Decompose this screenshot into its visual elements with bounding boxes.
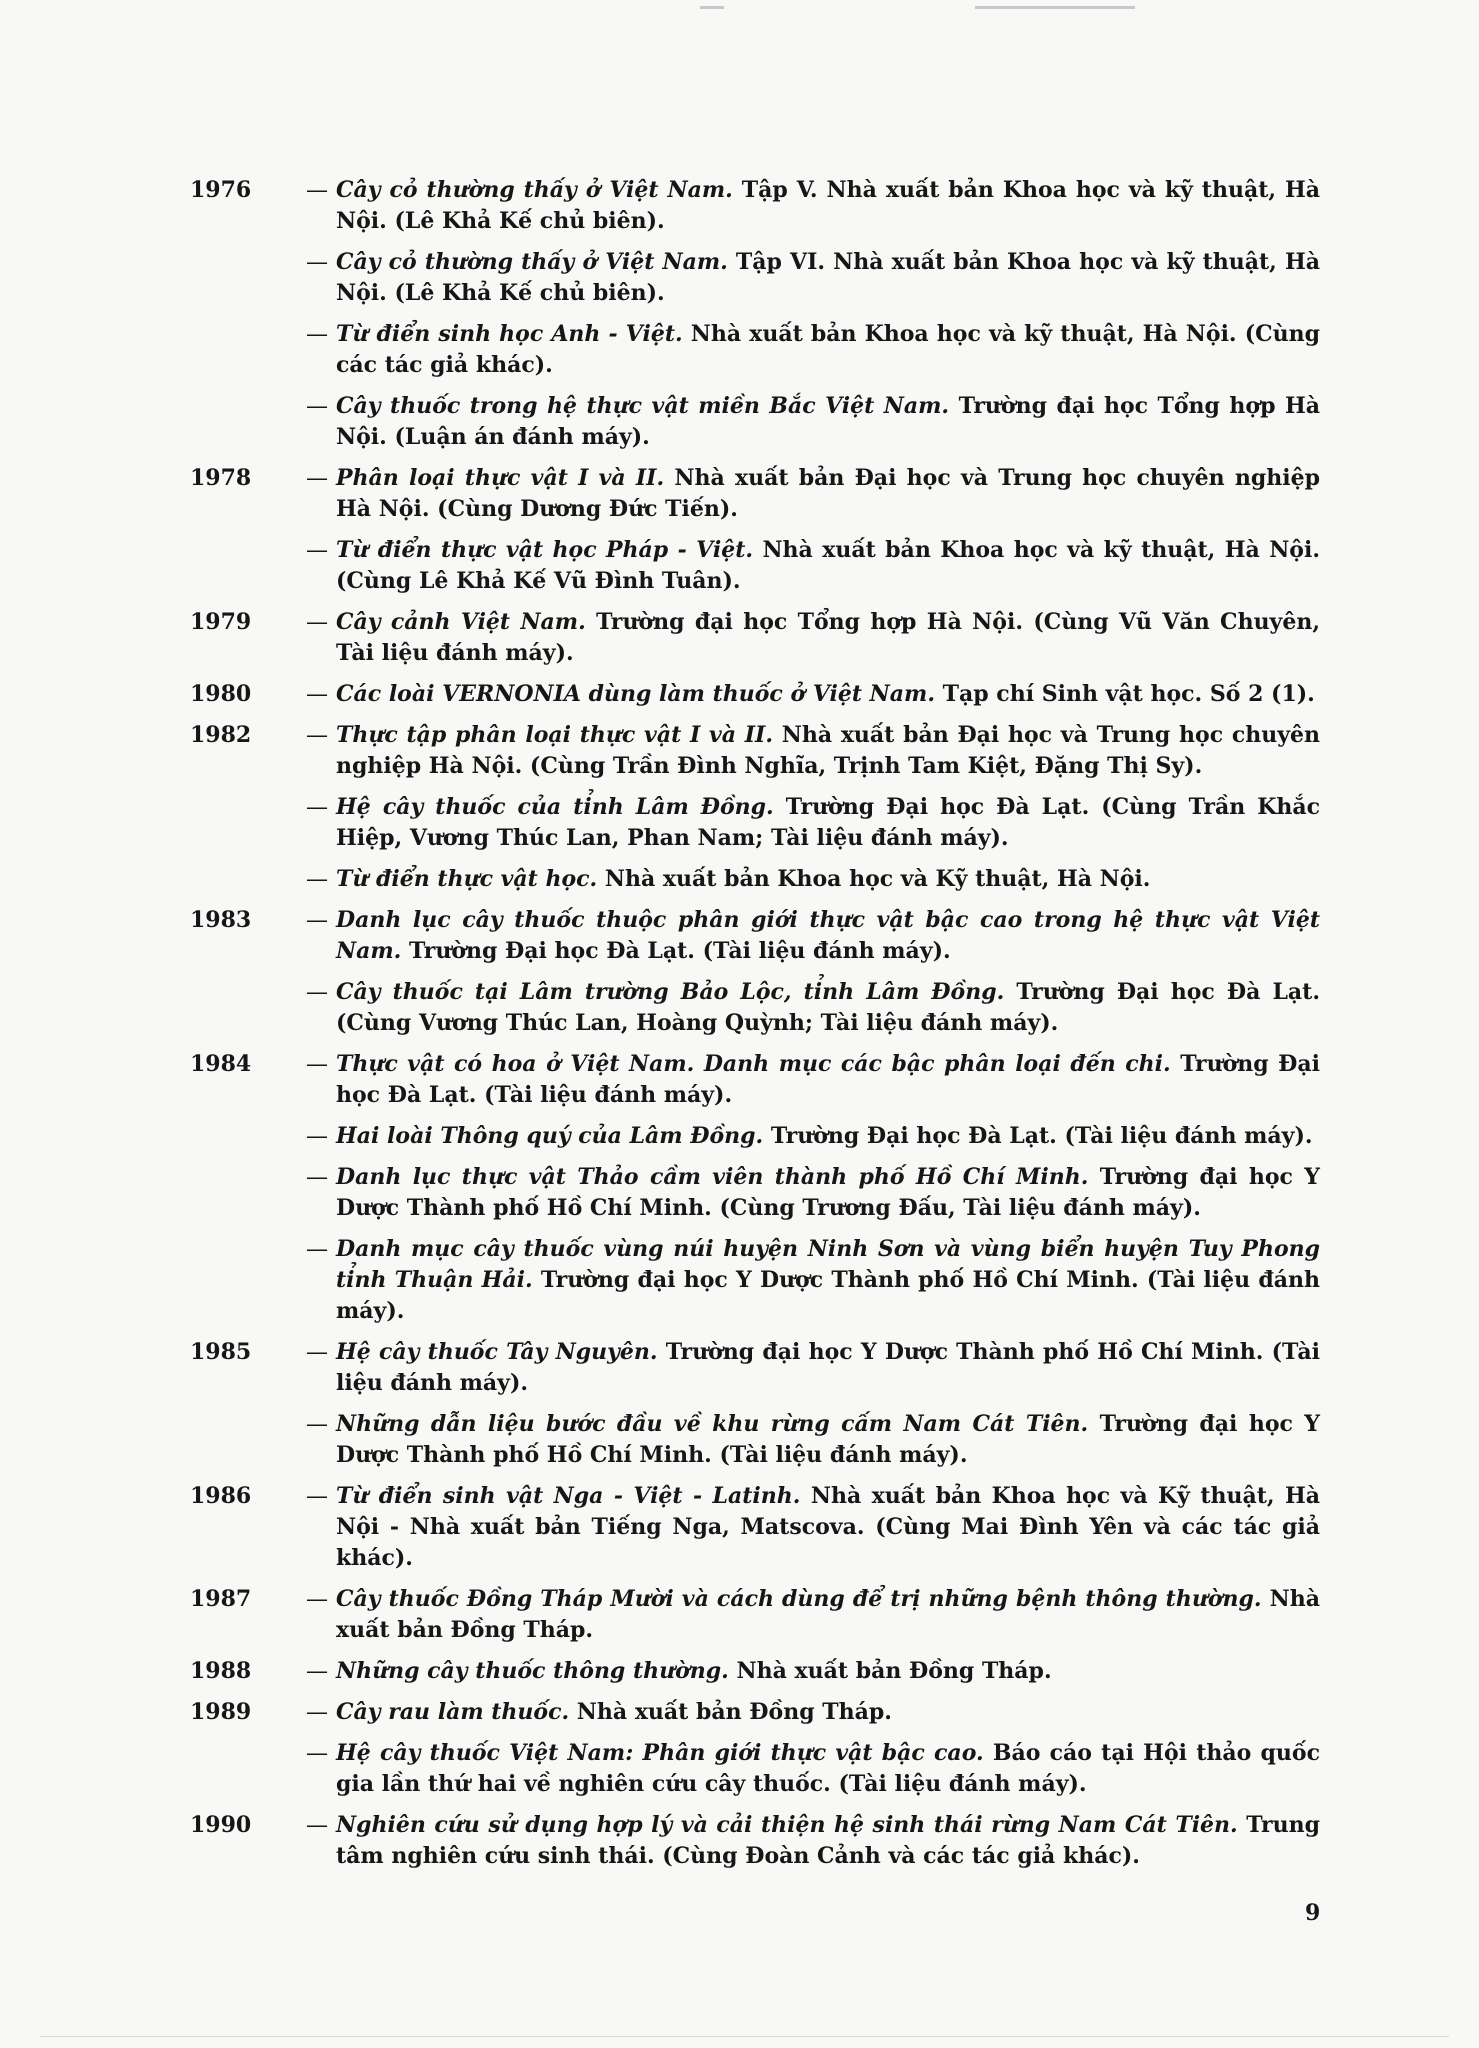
entry-dash: — <box>306 1700 328 1725</box>
entry-year: 1985 <box>190 1339 252 1365</box>
entry-text <box>336 391 1320 453</box>
entry-title: Cây cỏ thường thấy ở Việt Nam. <box>336 177 733 203</box>
entry-year: 1976 <box>190 177 252 203</box>
entry-body <box>306 864 1320 895</box>
entry-year: 1988 <box>190 1658 252 1684</box>
bibliography-entry <box>190 792 1320 854</box>
bibliography-entry <box>190 1049 1320 1111</box>
entry-text <box>336 1697 1320 1728</box>
entry-text <box>336 1481 1320 1574</box>
entry-dash: — <box>306 322 328 347</box>
entry-title: Hệ cây thuốc của tỉnh Lâm Đồng. <box>336 794 774 820</box>
entry-dash: — <box>306 908 328 933</box>
entry-publication: Trường Đại học Đà Lạt. (Tài liệu đánh máy). <box>763 1123 1313 1149</box>
entry-publication: Nhà xuất bản Khoa học và Kỹ thuật, Hà Nội. <box>597 866 1151 892</box>
entry-dash: — <box>306 1124 328 1149</box>
entry-title: Nghiên cứu sử dụng hợp lý và cải thiện hệ sinh thái rừng Nam Cát Tiên. <box>336 1812 1238 1838</box>
entry-publication: Tạp chí Sinh vật học. Số 2 (1). <box>934 681 1315 707</box>
entry-text <box>336 175 1320 237</box>
entry-publication: Trường đại học Tổng hợp Hà Nội. (Luận án đánh máy). <box>336 393 1320 450</box>
scan-mark <box>975 6 1135 9</box>
entry-publication: Tập VI. Nhà xuất bản Khoa học và kỹ thuật, Hà Nội. (Lê Khả Kế chủ biên). <box>336 249 1320 306</box>
entry-body <box>306 1481 1320 1574</box>
entry-title: Những dẫn liệu bước đầu về khu rừng cấm Nam Cát Tiên. <box>336 1411 1089 1437</box>
entry-publication: Trường Đại học Đà Lạt. (Tài liệu đánh máy). <box>336 1051 1320 1108</box>
entry-publication: Nhà xuất bản Đại học và Trung học chuyên nghiệp Hà Nội. (Cùng Trần Đình Nghĩa, Trịnh Tam Kiệt, Đặng Thị Sy). <box>336 722 1321 779</box>
entry-body <box>306 1738 1320 1800</box>
bibliography-entry <box>190 1121 1320 1152</box>
entry-title: Từ điển thực vật học. <box>336 866 598 892</box>
entry-text <box>336 1656 1320 1687</box>
entry-publication: Trung tâm nghiên cứu sinh thái. (Cùng Đoàn Cảnh và các tác giả khác). <box>336 1812 1320 1869</box>
entry-body <box>306 977 1320 1039</box>
entry-title: Danh lục thực vật Thảo cầm viên thành phố Hồ Chí Minh. <box>336 1164 1089 1190</box>
bibliography-entry <box>190 864 1320 895</box>
bibliography-entry <box>190 1337 1320 1399</box>
entry-body <box>306 1121 1320 1152</box>
entry-title: Từ điển sinh học Anh - Việt. <box>336 321 683 347</box>
entry-body <box>306 607 1320 669</box>
entry-body <box>306 1234 1320 1327</box>
entry-dash: — <box>306 980 328 1005</box>
entry-publication: Nhà xuất bản Đại học và Trung học chuyên nghiệp Hà Nội. (Cùng Dương Đức Tiến). <box>336 465 1320 522</box>
entry-text <box>336 720 1320 782</box>
entry-publication: Nhà xuất bản Đồng Tháp. <box>569 1699 892 1725</box>
entry-text <box>336 977 1320 1039</box>
bibliography-entry <box>190 905 1320 967</box>
bibliography-entry <box>190 247 1320 309</box>
entry-text <box>336 607 1320 669</box>
entry-body <box>306 1409 1320 1471</box>
entry-publication: Tập V. Nhà xuất bản Khoa học và kỹ thuật, Hà Nội. (Lê Khả Kế chủ biên). <box>336 177 1320 234</box>
entry-title: Các loài VERNONIA dùng làm thuốc ở Việt Nam. <box>336 681 935 707</box>
entry-title: Cây rau làm thuốc. <box>336 1699 570 1725</box>
entry-publication: Trường Đại học Đà Lạt. (Tài liệu đánh máy). <box>401 938 951 964</box>
entry-title: Cây thuốc tại Lâm trường Bảo Lộc, tỉnh Lâm Đồng. <box>336 979 1005 1005</box>
entry-text <box>336 792 1320 854</box>
entry-year: 1983 <box>190 907 252 933</box>
entry-title: Hệ cây thuốc Việt Nam: Phân giới thực vật bậc cao. <box>336 1740 984 1766</box>
entry-year: 1987 <box>190 1586 252 1612</box>
entry-dash: — <box>306 1659 328 1684</box>
entry-body <box>306 905 1320 967</box>
entry-dash: — <box>306 538 328 563</box>
bibliography-entry <box>190 463 1320 525</box>
entry-publication: Nhà xuất bản Khoa học và Kỹ thuật, Hà Nội - Nhà xuất bản Tiếng Nga, Matscova. (Cùng Mai Đình Yên và các tác giả khác). <box>336 1483 1320 1571</box>
entry-title: Thực vật có hoa ở Việt Nam. Danh mục các bậc phân loại đến chi. <box>336 1051 1171 1077</box>
bibliography-entry <box>190 1738 1320 1800</box>
bibliography-entry <box>190 175 1320 237</box>
entry-text <box>336 463 1320 525</box>
entry-year: 1989 <box>190 1699 252 1725</box>
entry-publication: Trường đại học Y Dược Thành phố Hồ Chí Minh. (Cùng Trương Đấu, Tài liệu đánh máy). <box>336 1164 1321 1221</box>
entry-body <box>306 535 1320 597</box>
entry-text <box>336 1121 1320 1152</box>
entry-body <box>306 1162 1320 1224</box>
entry-body <box>306 1656 1320 1687</box>
entry-year: 1979 <box>190 609 252 635</box>
entry-body <box>306 1584 1320 1646</box>
bibliography-entry <box>190 391 1320 453</box>
entry-text <box>336 247 1320 309</box>
entry-publication: Trường đại học Y Dược Thành phố Hồ Chí Minh. (Tài liệu đánh máy). <box>336 1267 1320 1324</box>
entry-dash: — <box>306 1052 328 1077</box>
entry-title: Thực tập phân loại thực vật I và II. <box>336 722 773 748</box>
entry-body <box>306 247 1320 309</box>
entry-body <box>306 720 1320 782</box>
entry-year: 1978 <box>190 465 252 491</box>
entry-text <box>336 535 1320 597</box>
entry-body <box>306 175 1320 237</box>
entry-text <box>336 1584 1320 1646</box>
entry-dash: — <box>306 1165 328 1190</box>
entry-title: Những cây thuốc thông thường. <box>336 1658 729 1684</box>
entry-title: Từ điển sinh vật Nga - Việt - Latinh. <box>336 1483 801 1509</box>
entry-dash: — <box>306 1237 328 1262</box>
entry-text <box>336 1738 1320 1800</box>
bibliography-entry <box>190 1810 1320 1872</box>
bibliography-entry <box>190 1584 1320 1646</box>
entry-body <box>306 679 1320 710</box>
entry-dash: — <box>306 1340 328 1365</box>
entry-body <box>306 1049 1320 1111</box>
entry-year: 1990 <box>190 1812 252 1838</box>
entry-text <box>336 319 1320 381</box>
bibliography-entry <box>190 720 1320 782</box>
entry-dash: — <box>306 1412 328 1437</box>
entry-text <box>336 1810 1320 1872</box>
entry-dash: — <box>306 610 328 635</box>
entry-publication: Trường đại học Y Dược Thành phố Hồ Chí Minh. (Tài liệu đánh máy). <box>336 1339 1320 1396</box>
bibliography-entry <box>190 1656 1320 1687</box>
entry-title: Hệ cây thuốc Tây Nguyên. <box>336 1339 658 1365</box>
entry-text <box>336 905 1320 967</box>
entry-year: 1984 <box>190 1051 252 1077</box>
entry-text <box>336 1234 1320 1327</box>
scan-edge <box>40 2036 1449 2037</box>
bibliography-list <box>190 175 1320 1882</box>
bibliography-entry <box>190 1697 1320 1728</box>
entry-title: Cây thuốc trong hệ thực vật miền Bắc Việt Nam. <box>336 393 950 419</box>
entry-dash: — <box>306 1587 328 1612</box>
entry-publication: Nhà xuất bản Khoa học và kỹ thuật, Hà Nội. (Cùng các tác giả khác). <box>336 321 1320 378</box>
entry-body <box>306 1337 1320 1399</box>
entry-dash: — <box>306 1813 328 1838</box>
entry-text <box>336 1049 1320 1111</box>
entry-dash: — <box>306 466 328 491</box>
entry-title: Hai loài Thông quý của Lâm Đồng. <box>336 1123 764 1149</box>
bibliography-entry <box>190 679 1320 710</box>
entry-body <box>306 463 1320 525</box>
bibliography-entry <box>190 977 1320 1039</box>
entry-text <box>336 864 1320 895</box>
entry-year: 1986 <box>190 1483 252 1509</box>
entry-publication: Nhà xuất bản Đồng Tháp. <box>336 1586 1320 1643</box>
entry-publication: Nhà xuất bản Khoa học và kỹ thuật, Hà Nội. (Cùng Lê Khả Kế Vũ Đình Tuân). <box>336 537 1320 594</box>
entry-title: Danh lục cây thuốc thuộc phân giới thực vật bậc cao trong hệ thực vật Việt Nam. <box>336 907 1320 964</box>
entry-dash: — <box>306 1484 328 1509</box>
entry-publication: Trường đại học Y Dược Thành phố Hồ Chí Minh. (Tài liệu đánh máy). <box>336 1411 1320 1468</box>
bibliography-entry <box>190 1162 1320 1224</box>
entry-dash: — <box>306 1741 328 1766</box>
entry-title: Cây cảnh Việt Nam. <box>336 609 586 635</box>
entry-title: Phân loại thực vật I và II. <box>336 465 665 491</box>
entry-title: Từ điển thực vật học Pháp - Việt. <box>336 537 754 563</box>
entry-dash: — <box>306 795 328 820</box>
entry-body <box>306 1810 1320 1872</box>
entry-body <box>306 391 1320 453</box>
entry-publication: Báo cáo tại Hội thảo quốc gia lần thứ hai về nghiên cứu cây thuốc. (Tài liệu đánh máy). <box>336 1740 1320 1797</box>
entry-publication: Trường đại học Tổng hợp Hà Nội. (Cùng Vũ Văn Chuyên, Tài liệu đánh máy). <box>336 609 1320 666</box>
bibliography-entry <box>190 535 1320 597</box>
page-number: 9 <box>1305 1900 1321 1926</box>
entry-body <box>306 1697 1320 1728</box>
entry-year: 1982 <box>190 722 252 748</box>
entry-title: Cây cỏ thường thấy ở Việt Nam. <box>336 249 728 275</box>
entry-text <box>336 1337 1320 1399</box>
entry-text <box>336 1409 1320 1471</box>
entry-body <box>306 792 1320 854</box>
entry-dash: — <box>306 867 328 892</box>
bibliography-entry <box>190 319 1320 381</box>
bibliography-entry <box>190 1234 1320 1327</box>
bibliography-entry <box>190 1481 1320 1574</box>
entry-body <box>306 319 1320 381</box>
bibliography-entry <box>190 607 1320 669</box>
entry-dash: — <box>306 682 328 707</box>
entry-year: 1980 <box>190 681 252 707</box>
bibliography-entry <box>190 1409 1320 1471</box>
entry-dash: — <box>306 178 328 203</box>
entry-title: Danh mục cây thuốc vùng núi huyện Ninh Sơn và vùng biển huyện Tuy Phong tỉnh Thuận Hải. <box>336 1236 1320 1293</box>
scan-mark <box>700 6 724 9</box>
entry-dash: — <box>306 250 328 275</box>
entry-text <box>336 679 1320 710</box>
entry-publication: Nhà xuất bản Đồng Tháp. <box>728 1658 1052 1684</box>
entry-publication: Trường Đại học Đà Lạt. (Cùng Trần Khắc Hiệp, Vương Thúc Lan, Phan Nam; Tài liệu đánh máy). <box>336 794 1320 851</box>
entry-text <box>336 1162 1320 1224</box>
entry-dash: — <box>306 394 328 419</box>
entry-dash: — <box>306 723 328 748</box>
entry-title: Cây thuốc Đồng Tháp Mười và cách dùng để trị những bệnh thông thường. <box>336 1586 1262 1612</box>
entry-publication: Trường Đại học Đà Lạt. (Cùng Vương Thúc Lan, Hoàng Quỳnh; Tài liệu đánh máy). <box>336 979 1320 1036</box>
